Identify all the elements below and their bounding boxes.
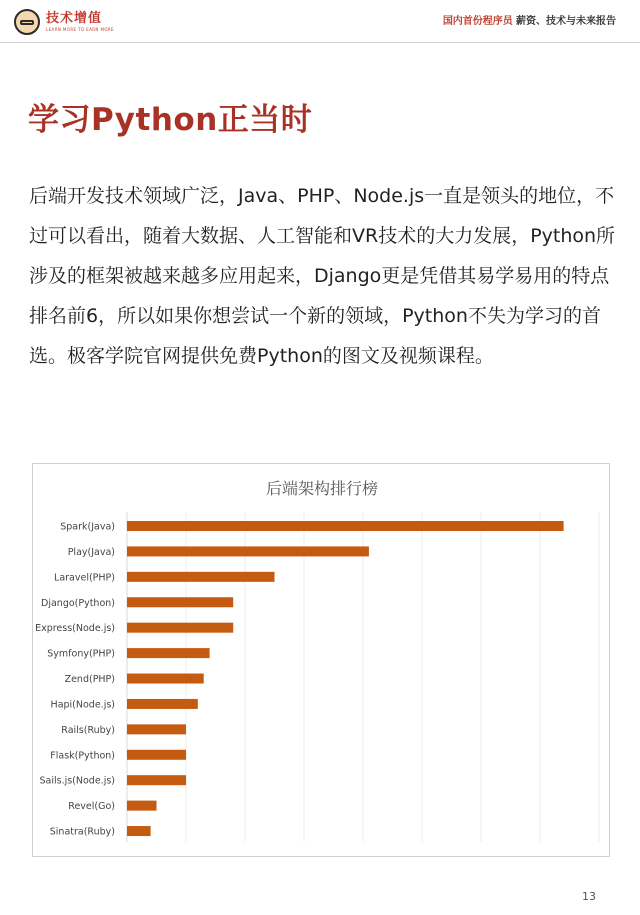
bar xyxy=(127,648,210,658)
bar-chart xyxy=(32,463,610,857)
category-label: Sails.js(Node.js) xyxy=(39,775,115,787)
bar xyxy=(127,597,233,607)
category-label: Play(Java) xyxy=(67,546,115,558)
bar xyxy=(127,801,157,811)
nerd-face-icon xyxy=(14,9,40,35)
bar xyxy=(127,623,233,633)
chart-title: 后端架构排行榜 xyxy=(265,479,378,498)
bar xyxy=(127,546,369,556)
category-label: Flask(Python) xyxy=(50,750,115,762)
category-label: Django(Python) xyxy=(41,597,115,609)
chart-plot xyxy=(33,464,611,858)
category-label: Express(Node.js) xyxy=(35,623,115,635)
logo xyxy=(14,9,114,35)
report-title-rest: 薪资、技术与未来报告 xyxy=(516,16,616,27)
bar xyxy=(127,826,151,836)
logo-title: 技术增值 xyxy=(46,10,103,26)
header-divider xyxy=(0,42,640,43)
report-title-accent: 国内首份程序员 xyxy=(442,16,513,27)
category-label: Rails(Ruby) xyxy=(61,724,115,736)
category-label: Revel(Go) xyxy=(68,801,115,813)
bar xyxy=(127,674,204,684)
bar xyxy=(127,775,186,785)
bar xyxy=(127,521,564,531)
body-paragraph: 后端开发技术领域广泛，Java、PHP、Node.js一直是领头的地位，不过可以看出，随着大数据、人工智能和VR技术的大力发展，Python所涉及的框架被越来越多应用起来，Django更是凭借其易学易用的特点排名前6，所以如果你想尝试一个新的领域，Python不失为学习的首选。极客学院官网提供免费Python的图文及视频课程。 xyxy=(29,185,616,367)
category-label: Hapi(Node.js) xyxy=(50,699,115,711)
page-number: 13 xyxy=(582,890,596,903)
category-label: Spark(Java) xyxy=(60,521,115,533)
bar xyxy=(127,572,275,582)
category-label: Sinatra(Ruby) xyxy=(49,826,115,838)
report-title xyxy=(443,16,616,28)
category-label: Laravel(PHP) xyxy=(54,572,115,584)
category-label: Zend(PHP) xyxy=(64,674,115,686)
page-header xyxy=(0,0,640,48)
bar xyxy=(127,724,186,734)
section-title: 学习Python正当时 xyxy=(28,102,313,138)
logo-subtitle: LEARN MORE TO EARN MORE xyxy=(46,26,114,32)
bar xyxy=(127,699,198,709)
bar xyxy=(127,750,186,760)
category-label: Symfony(PHP) xyxy=(47,648,115,660)
